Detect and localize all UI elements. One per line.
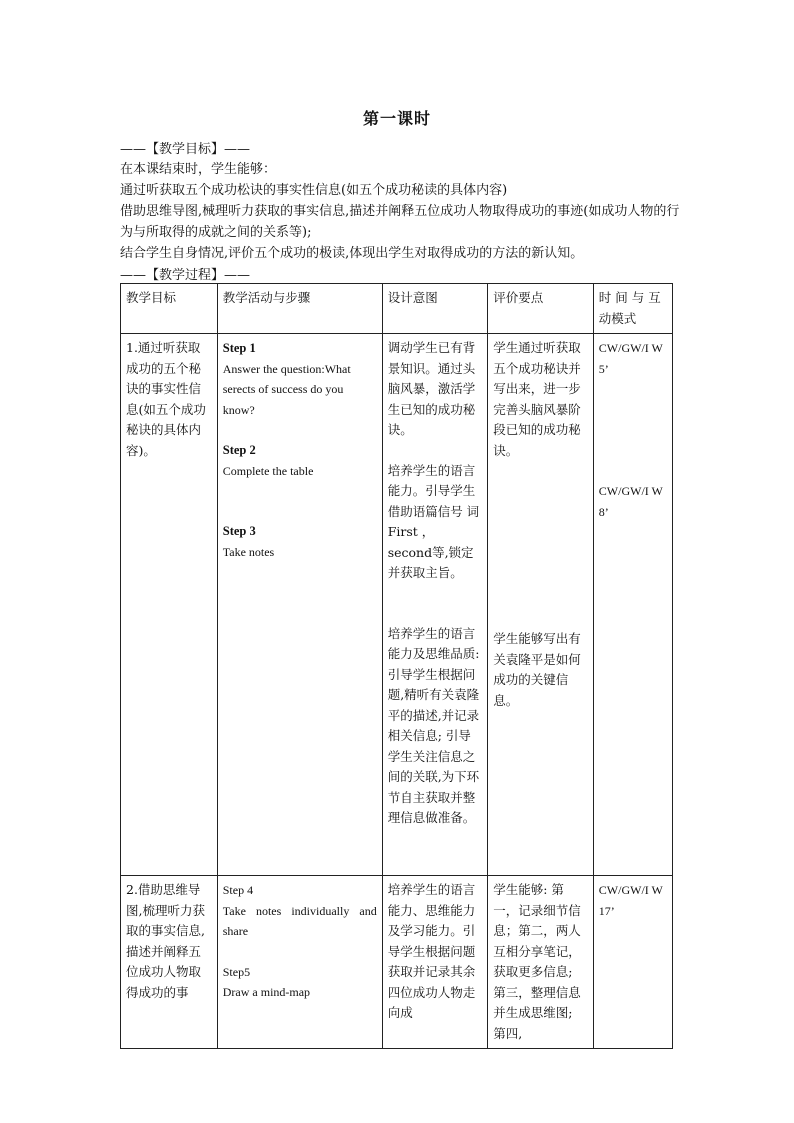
intent-text: 培养学生的语言能力、思维能力及学习能力。引导学生根据问题获取并记录其余四位成功人物走向成 <box>387 882 476 1020</box>
table-row <box>121 876 673 1049</box>
step3-title: Step 3 <box>222 524 256 538</box>
header-time-mode: 时 间 与 互 动模式 <box>593 284 672 334</box>
intent-text-3: 培养学生的语言能力及思维品质: 引导学生根据问题,精听有关袁隆平的描述,并记录相关信息; 引导学生关注信息之间的关联,为下环节自主获取并整理信息做准备。 <box>387 625 480 825</box>
eval-text-2: 学生能够写出有关袁隆平是如何成功的关键信息。 <box>493 631 581 708</box>
lesson-table <box>120 283 673 1049</box>
time-text-2: 8’ <box>598 504 609 519</box>
goal-item-3: 结合学生自身情况,评价五个成功的极读,体现出学生对取得成功的方法的新认知。 <box>120 246 584 261</box>
step4-text: Take notes individually and share <box>222 903 377 938</box>
eval-text: 学生能够: 第一，记录细节信息；第二，两人互相分享笔记，获取更多信息; 第三，整理信息并生成思维图; 第四, <box>493 882 581 1041</box>
goal-text: 1.通过听获取成功的五个秘诀的事实性信息(如五个成功秘诀的具体内容)。 <box>126 340 206 458</box>
table-row <box>121 334 673 876</box>
intent-text-2: 培养学生的语言能力。引导学生借助语篇信号 词 First ， second等,锁定并获取主旨。 <box>387 462 480 580</box>
header-goal: 教学目标 <box>121 284 218 334</box>
goals-intro: 在本课结束时，学生能够： <box>120 162 277 177</box>
time-text-1: 5’ <box>598 361 609 376</box>
time-cell-1 <box>593 334 672 876</box>
intent-cell-2 <box>382 876 488 1049</box>
mode-text-2: CW/GW/I W <box>598 484 663 498</box>
header-intent: 设计意图 <box>382 284 488 334</box>
time-text: 17’ <box>598 903 615 918</box>
intent-cell-1 <box>382 334 488 876</box>
goals-heading: ——【教学目标】—— <box>120 142 251 157</box>
goal-item-1: 通过听获取五个成功松诀的事实性信息(如五个成功秘读的具体内容) <box>120 183 508 198</box>
goal-text: 2.借助思维导图,梳理听力获取的事实信息,描述并阐释五位成功人物取得成功的事 <box>126 882 205 1000</box>
time-cell-2 <box>593 876 672 1049</box>
mode-text-1: CW/GW/I W <box>598 341 663 355</box>
process-heading: ——【教学过程】—— <box>120 268 251 283</box>
header-activity: 教学活动与步骤 <box>217 284 382 334</box>
mode-text: CW/GW/I W <box>598 883 663 897</box>
step5-title: Step5 <box>222 964 251 979</box>
step2-title: Step 2 <box>222 443 256 457</box>
eval-cell-2 <box>488 876 594 1049</box>
step4-title: Step 4 <box>222 883 254 897</box>
step1-text: Answer the question:What serects of success do you know? <box>222 361 351 417</box>
goal-item-2: 借助思维导图,械理听力获取的事实信息,描述并阐释五位成功人物取得成功的事迹(如成功人物的行为与所取得的成就之间的关系等); <box>120 204 680 240</box>
step5-text: Draw a mind-map <box>222 985 311 999</box>
page-title: 第一课时 <box>362 109 431 128</box>
intent-text-1: 调动学生已有背景知识。通过头脑风暴，激活学生已知的成功秘诀。 <box>387 340 476 437</box>
eval-cell-1 <box>488 334 594 876</box>
eval-text-1: 学生通过听获取五个成功秘诀并写出来，进一步完善头脑风暴阶段已知的成功秘诀。 <box>493 340 581 458</box>
step1-title: Step 1 <box>222 341 256 355</box>
table-header-row <box>121 284 673 334</box>
goal-cell-2 <box>121 876 218 1049</box>
activity-cell-2 <box>217 876 382 1049</box>
activity-cell-1 <box>217 334 382 876</box>
header-evaluation: 评价要点 <box>488 284 594 334</box>
step3-text: Take notes <box>222 544 275 559</box>
goal-cell-1 <box>121 334 218 876</box>
step2-text: Complete the table <box>222 463 314 478</box>
